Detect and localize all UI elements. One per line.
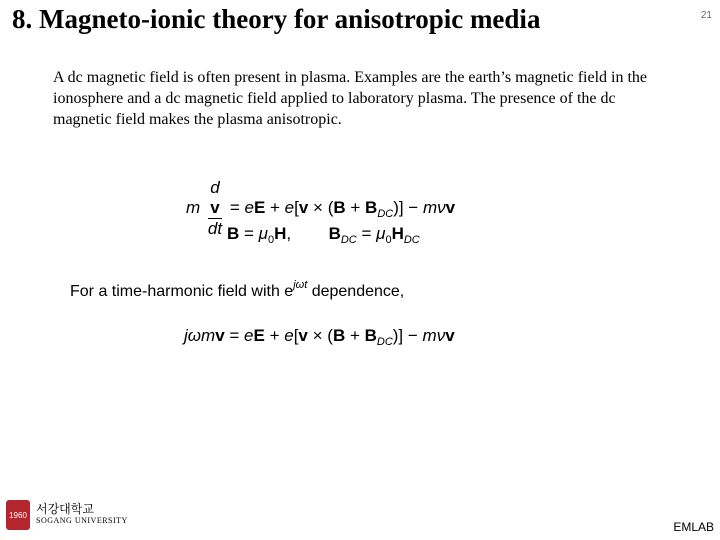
time-harmonic-statement [70, 279, 404, 301]
constitutive-relations: $B = \mu_0H$, $B_{DC} = \mu_0H_{DC}$ [227, 224, 420, 246]
equation-of-motion: m d v dt = eE + $e[v \times (B + B_{DC})] - m\nu v$ [186, 178, 456, 238]
time-harmonic-prefix: For a time-harmonic field with e [70, 283, 294, 300]
intro-paragraph: A dc magnetic field is often present in plasma. Examples are the earth’s magnetic field in the ionosphere and a dc magnetic field applied to laboratory plasma. The presence of the dc magnetic field makes the plasma anisotropic. [53, 69, 648, 128]
university-name-korean: 서강대학교 [36, 502, 94, 516]
university-name-english: SOGANG UNIVERSITY [36, 516, 128, 525]
time-harmonic-suffix: dependence, [307, 283, 405, 300]
lab-label: EMLAB [673, 520, 714, 534]
phasor-equation: jωmv = eE + $e[v \times (B + B_{DC})] - m\nu v$ [184, 326, 455, 348]
slide-number: 21 [700, 10, 712, 21]
university-logo [6, 500, 128, 530]
time-harmonic-exponent: jωt [293, 279, 308, 291]
university-seal-icon: 1960 [6, 500, 30, 530]
slide-title: 8. Magneto-ionic theory for anisotropic media [12, 4, 541, 34]
